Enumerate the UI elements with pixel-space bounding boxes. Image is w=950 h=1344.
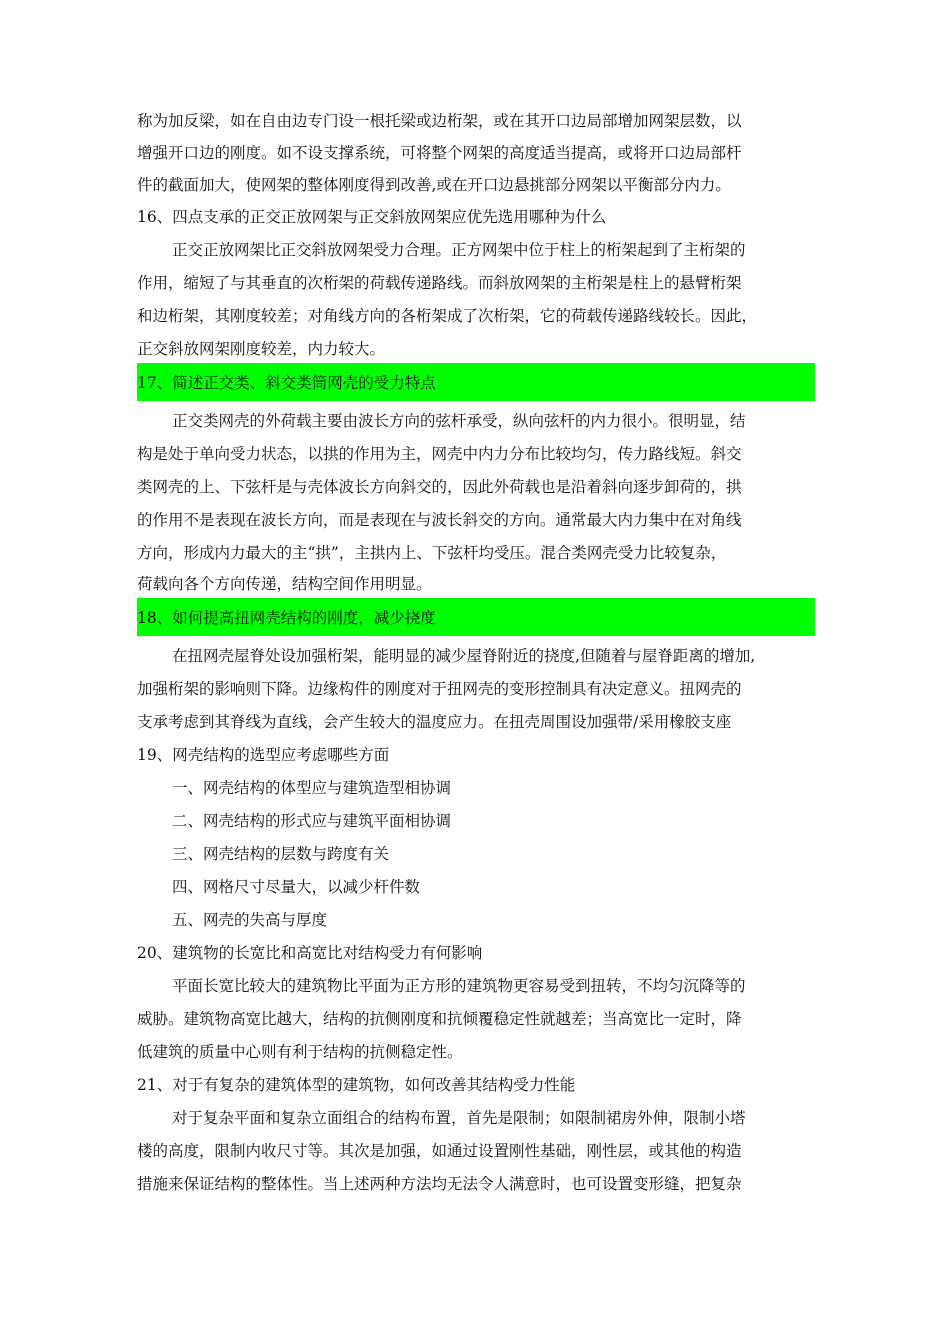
text-line: 件的截面加大，使网架的整体刚度得到改善,或在开口边悬挑部分网架以平衡部分内力。: [137, 176, 731, 194]
text-line: 荷载向各个方向传递，结构空间作用明显。: [137, 575, 432, 593]
question-heading-17: 17、简述正交类、斜交类筒网壳的受力特点: [137, 374, 436, 392]
text-line: 方向，形成内力最大的主“拱”，主拱内上、下弦杆均受压。混合类网壳受力比较复杂，: [137, 544, 727, 562]
question-heading-19: 19、网壳结构的选型应考虑哪些方面: [137, 746, 390, 764]
text-line: 和边桁架，其刚度较差；对角线方向的各桁架成了次桁架，它的荷载传递路线较长。因此，: [137, 307, 758, 325]
text-line: 构是处于单向受力状态，以拱的作用为主，网壳中内力分布比较均匀，传力路线短。斜交: [137, 445, 742, 463]
question-heading-21: 21、对于有复杂的建筑体型的建筑物，如何改善其结构受力性能: [137, 1076, 576, 1094]
text-line: 支承考虑到其脊线为直线，会产生较大的温度应力。在扭壳周围设加强带/采用橡胶支座: [137, 713, 732, 731]
text-line: 作用，缩短了与其垂直的次桁架的荷载传递路线。而斜放网架的主桁架是柱上的悬臂桁架: [137, 274, 742, 292]
question-heading-16: 16、四点支承的正交正放网架与正交斜放网架应优先选用哪种为什么: [137, 208, 607, 226]
text-line: 称为加反梁，如在自由边专门设一根托梁或边桁架，或在其开口边局部增加网架层数，以: [137, 112, 742, 130]
text-line: 的作用不是表现在波长方向，而是表现在与波长斜交的方向。通常最大内力集中在对角线: [137, 511, 742, 529]
text-line: 加强桁架的影响则下降。边缘构件的刚度对于扭网壳的变形控制具有决定意义。扭网壳的: [137, 680, 742, 698]
question-heading-20: 20、建筑物的长宽比和高宽比对结构受力有何影响: [137, 944, 483, 962]
text-line: 低建筑的质量中心则有利于结构的抗侧稳定性。: [137, 1043, 463, 1061]
list-item: 二、网壳结构的形式应与建筑平面相协调: [172, 812, 452, 830]
text-line: 在扭网壳屋脊处设加强桁架，能明显的减少屋脊附近的挠度,但随着与屋脊距离的增加,: [172, 647, 756, 665]
text-line: 类网壳的上、下弦杆是与壳体波长方向斜交的，因此外荷载也是沿着斜向逐步卸荷的，拱: [137, 478, 742, 496]
question-heading-18: 18、如何提高扭网壳结构的刚度，减少挠度: [137, 609, 436, 627]
text-line: 威胁。建筑物高宽比越大，结构的抗侧刚度和抗倾覆稳定性就越差；当高宽比一定时，降: [137, 1010, 742, 1028]
list-item: 一、网壳结构的体型应与建筑造型相协调: [172, 779, 452, 797]
list-item: 五、网壳的失高与厚度: [172, 911, 328, 929]
text-line: 平面长宽比较大的建筑物比平面为正方形的建筑物更容易受到扭转，不均匀沉降等的: [172, 977, 746, 995]
text-line: 正交类网壳的外荷载主要由波长方向的弦杆承受，纵向弦杆的内力很小。很明显，结: [172, 412, 746, 430]
text-line: 对于复杂平面和复杂立面组合的结构布置，首先是限制；如限制裙房外伸，限制小塔: [172, 1109, 746, 1127]
list-item: 三、网壳结构的层数与跨度有关: [172, 845, 390, 863]
list-item: 四、网格尺寸尽量大，以减少杆件数: [172, 878, 421, 896]
text-line: 楼的高度，限制内收尺寸等。其次是加强，如通过设置刚性基础，刚性层，或其他的构造: [137, 1142, 742, 1160]
text-line: 措施来保证结构的整体性。当上述两种方法均无法令人满意时，也可设置变形缝，把复杂: [137, 1175, 742, 1193]
text-line: 正交斜放网架刚度较差，内力较大。: [137, 340, 386, 358]
text-line: 增强开口边的刚度。如不设支撑系统，可将整个网架的高度适当提高，或将开口边局部杆: [137, 144, 742, 162]
text-line: 正交正放网架比正交斜放网架受力合理。正方网架中位于柱上的桁架起到了主桁架的: [172, 241, 746, 259]
